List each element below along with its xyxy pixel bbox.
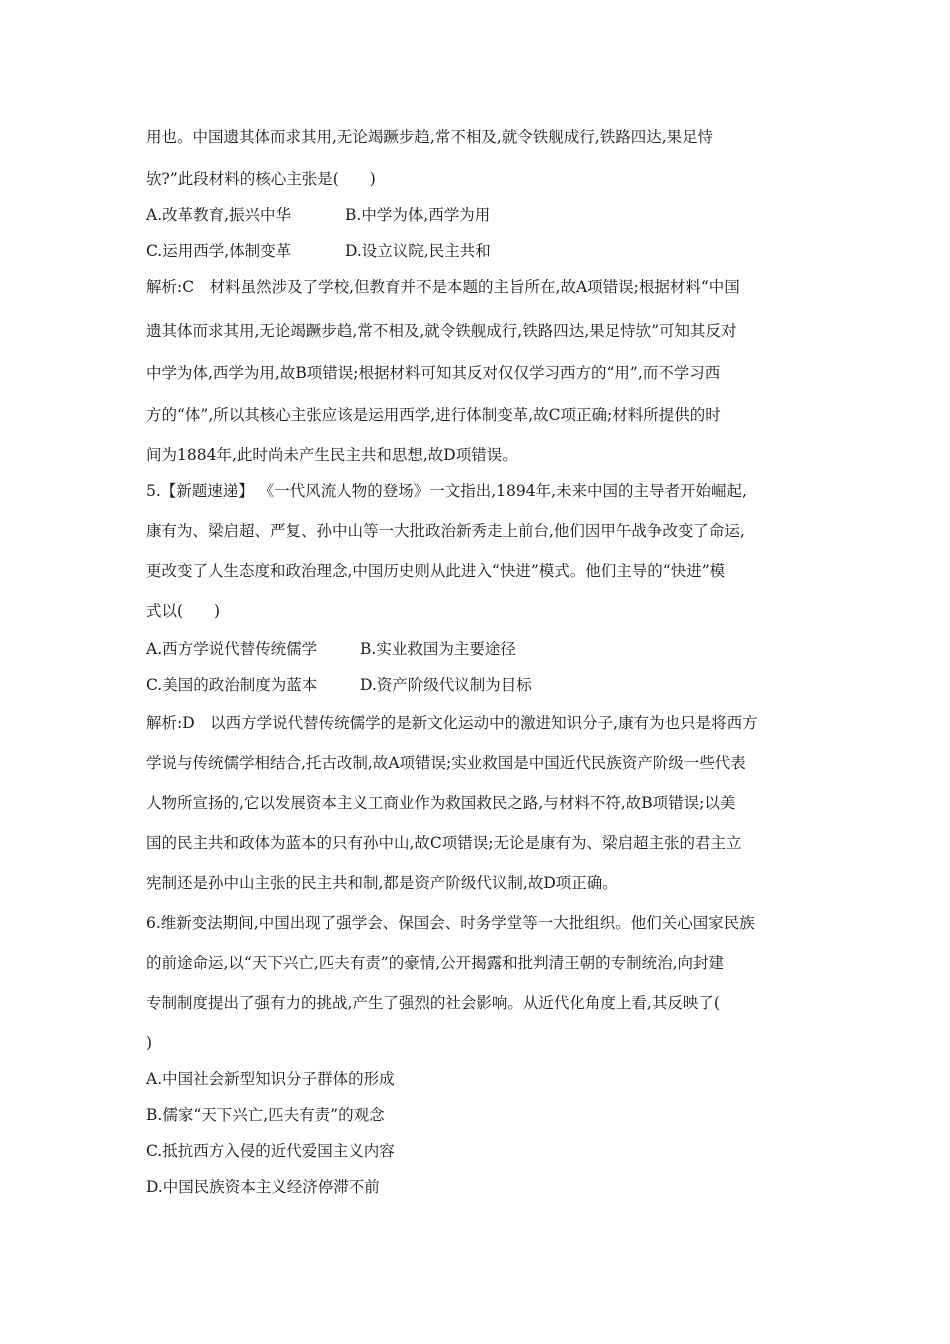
- q5-analysis-line-5: 宪制还是孙中山主张的民主共和制,都是资产阶级代议制,故D项正确。: [146, 874, 618, 892]
- q5-stem-line-4: 式以( ): [146, 602, 221, 620]
- q4-analysis-line-5: 间为1884年,此时尚未产生民主共和思想,故D项错误。: [146, 446, 518, 464]
- q4-option-a: A.改革教育,振兴中华: [146, 206, 292, 224]
- q4-analysis-line-4: 方的“体”,所以其核心主张应该是运用西学,进行体制变革,故C项正确;材料所提供的时: [146, 406, 721, 424]
- q5-analysis-line-4: 国的民主共和政体为蓝本的只有孙中山,故C项错误;无论是康有为、梁启超主张的君主立: [146, 834, 742, 852]
- q6-stem-line-3: 专制制度提出了强有力的挑战,产生了强烈的社会影响。从近代化角度上看,其反映了(: [146, 994, 720, 1012]
- q5-stem-line-2: 康有为、梁启超、严复、孙中山等一大批政治新秀走上前台,他们因甲午战争改变了命运,: [146, 522, 745, 540]
- q5-analysis-line-1: 解析:D 以西方学说代替传统儒学的是新文化运动中的激进知识分子,康有为也只是将西方: [146, 714, 758, 732]
- q6-stem-line-2: 的前途命运,以“天下兴亡,匹夫有责”的豪情,公开揭露和批判清王朝的专制统治,向封建: [146, 954, 725, 972]
- q6-stem-line-4: ): [146, 1034, 153, 1052]
- q6-option-c: C.抵抗西方入侵的近代爱国主义内容: [146, 1142, 395, 1160]
- q5-option-c: C.美国的政治制度为蓝本: [146, 676, 318, 694]
- q6-option-b: B.儒家“天下兴亡,匹夫有责”的观念: [146, 1106, 385, 1124]
- q4-analysis-line-1: 解析:C 材料虽然涉及了学校,但教育并不是本题的主旨所在,故A项错误;根据材料“中国: [146, 278, 740, 296]
- q5-analysis-line-3: 人物所宣扬的,它以发展资本主义工商业作为救国救民之路,与材料不符,故B项错误;以美: [146, 794, 736, 812]
- q4-analysis-line-2: 遗其体而求其用,无论竭蹶步趋,常不相及,就令铁舰成行,铁路四达,果足恃欤”可知其反对: [146, 322, 737, 340]
- q6-option-a: A.中国社会新型知识分子群体的形成: [146, 1070, 395, 1088]
- q6-option-d: D.中国民族资本主义经济停滞不前: [146, 1178, 380, 1196]
- q6-stem-line-1: 6.维新变法期间,中国出现了强学会、保国会、时务学堂等一大批组织。他们关心国家民族: [146, 914, 755, 932]
- q4-analysis-line-3: 中学为体,西学为用,故B项错误;根据材料可知其反对仅仅学习西方的“用”,而不学习西: [146, 364, 721, 382]
- q5-stem-line-1: 5.【新题速递】 《一代风流人物的登场》一文指出,1894年,未来中国的主导者开始崛起,: [146, 482, 747, 500]
- q4-option-b: B.中学为体,西学为用: [345, 206, 491, 224]
- q5-option-a: A.西方学说代替传统儒学: [146, 640, 318, 658]
- q4-option-c: C.运用西学,体制变革: [146, 242, 292, 260]
- q5-stem-line-3: 更改变了人生态度和政治理念,中国历史则从此进入“快进”模式。他们主导的“快进”模: [146, 562, 726, 580]
- q5-option-b: B.实业救国为主要途径: [360, 640, 516, 658]
- q5-option-d: D.资产阶级代议制为目标: [360, 676, 532, 694]
- q5-analysis-line-2: 学说与传统儒学相结合,托古改制,故A项错误;实业救国是中国近代民族资产阶级一些代表: [146, 754, 746, 772]
- q4-stem-line-1: 用也。中国遗其体而求其用,无论竭蹶步趋,常不相及,就令铁舰成行,铁路四达,果足恃: [146, 128, 714, 146]
- q4-option-d: D.设立议院,民主共和: [345, 242, 491, 260]
- q4-stem-line-2: 欤?”此段材料的核心主张是( ): [146, 170, 376, 188]
